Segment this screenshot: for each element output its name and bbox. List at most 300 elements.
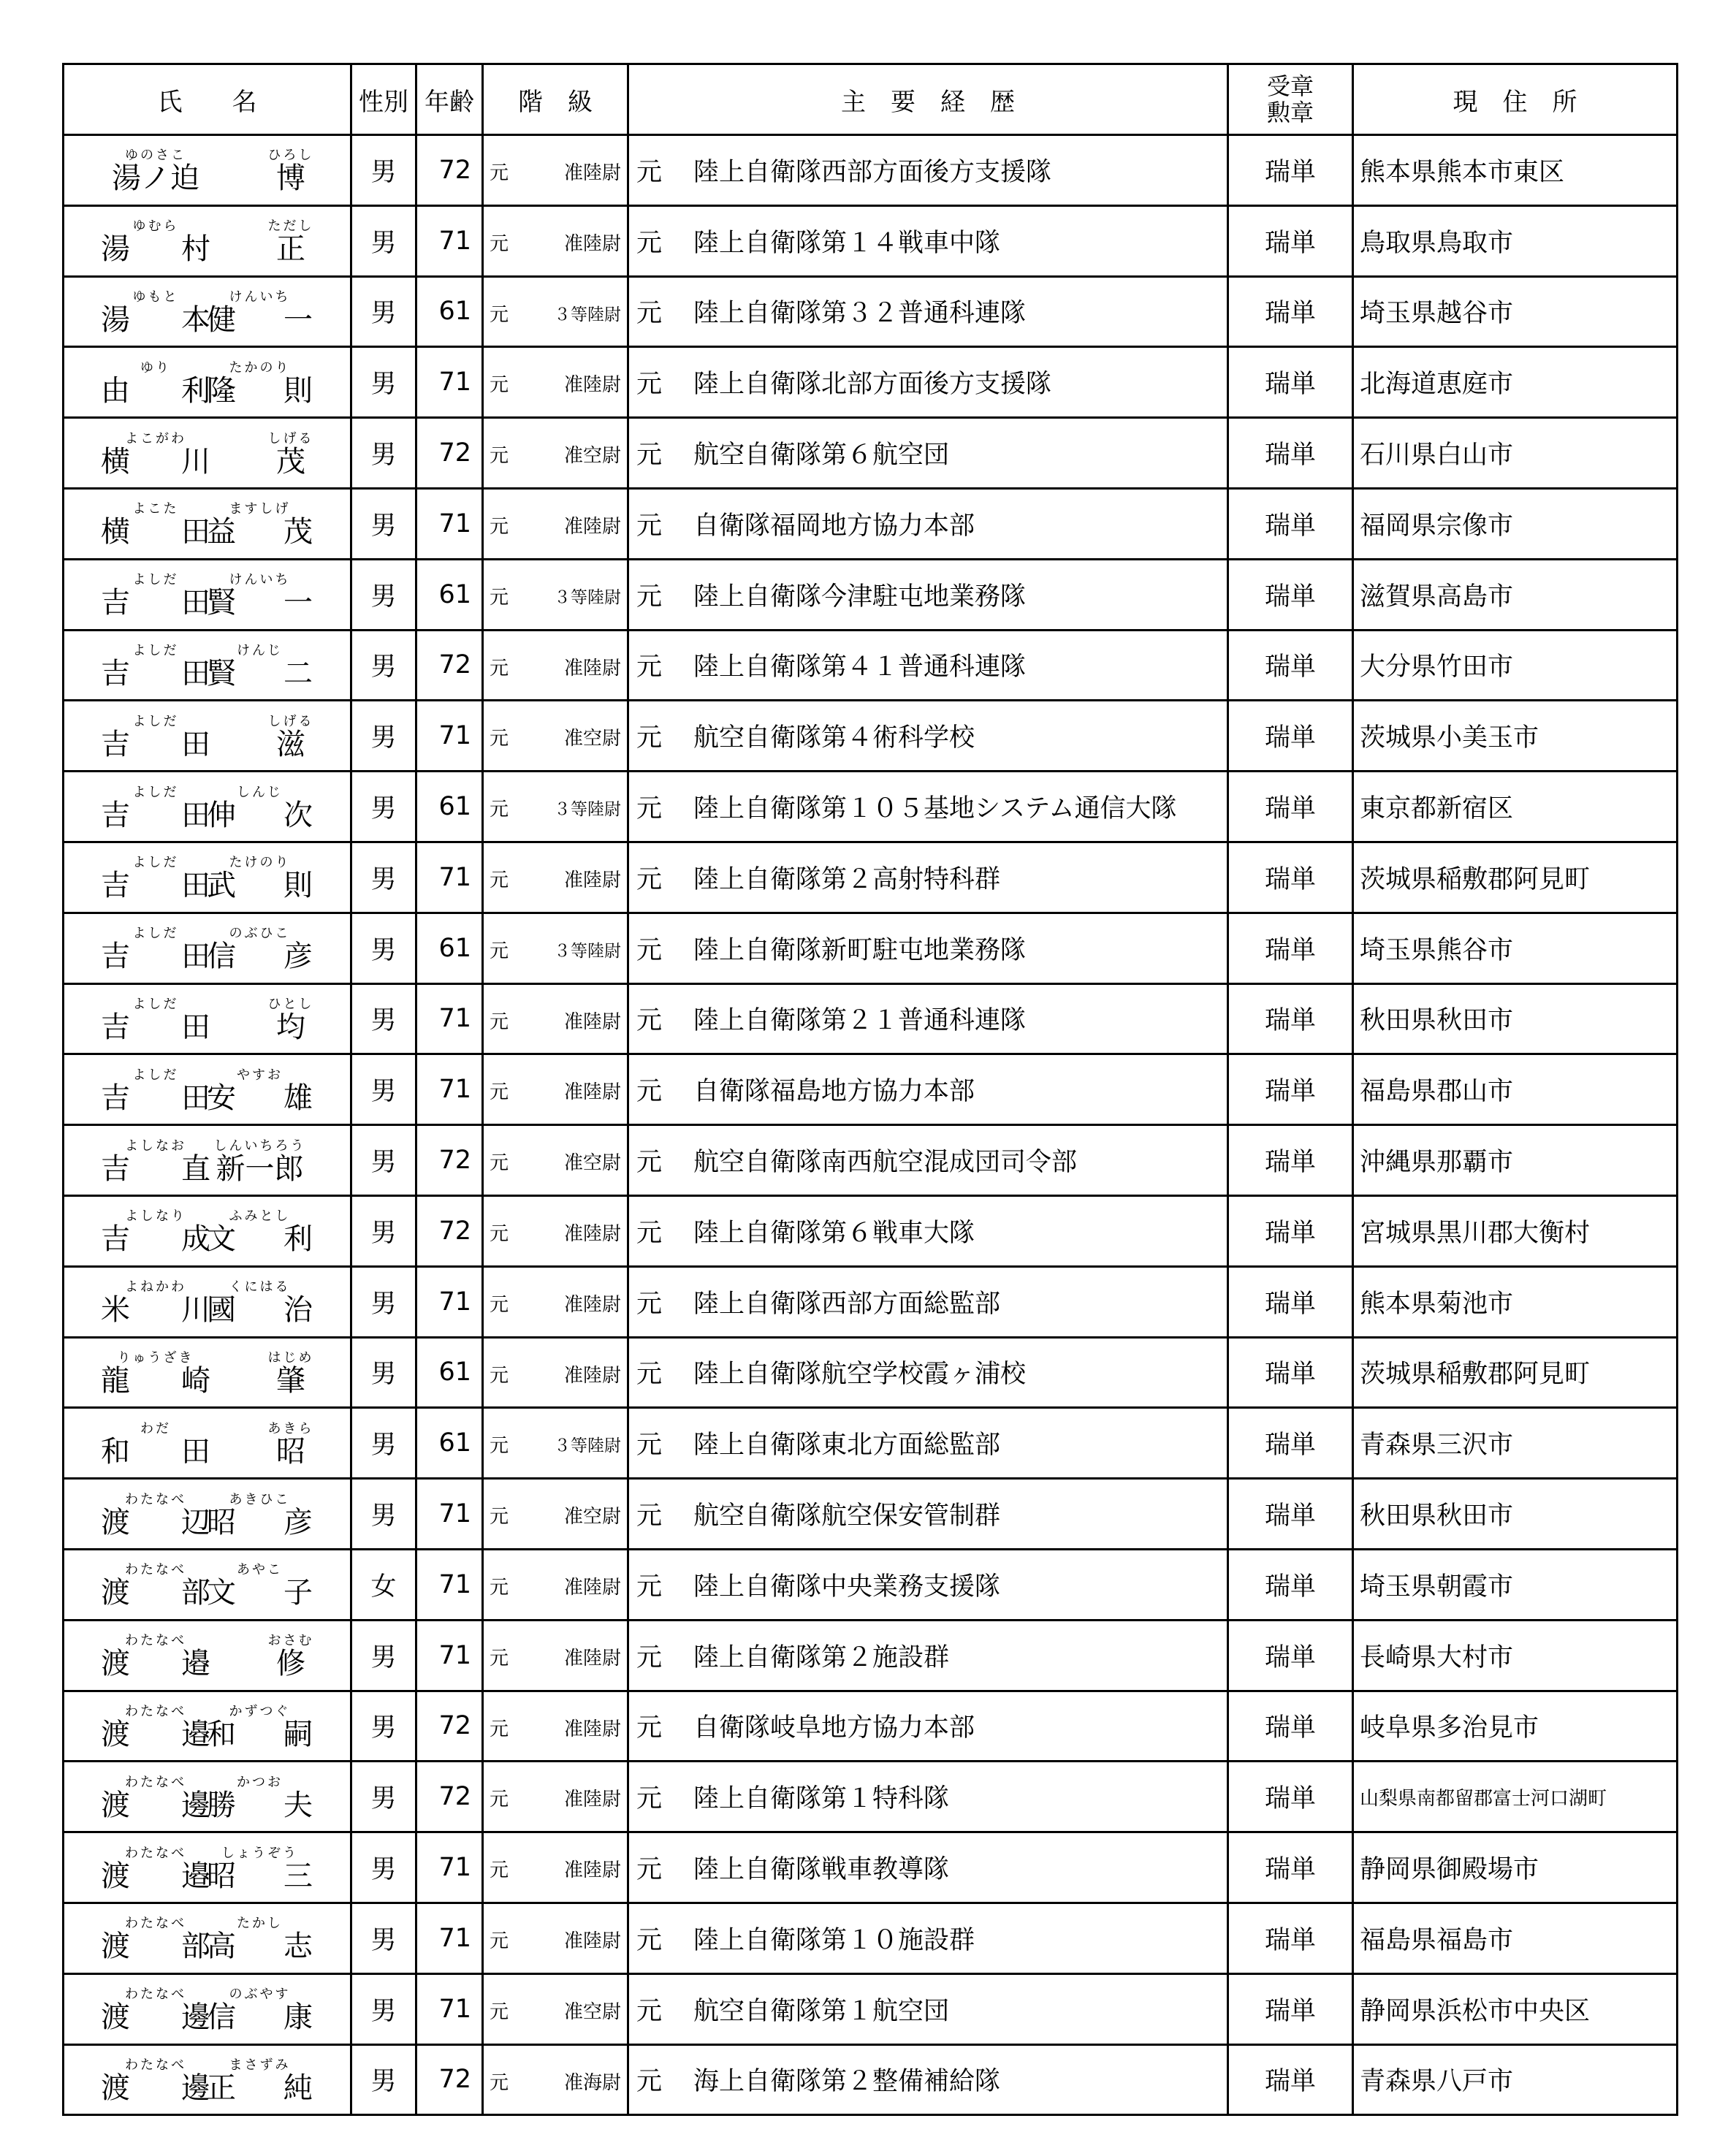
surname-furigana: わたなべ	[125, 1633, 186, 1649]
former-prefix: 元	[490, 515, 509, 538]
age-cell: 71	[416, 842, 483, 913]
given-name	[207, 933, 313, 975]
person-name	[64, 1975, 350, 2043]
age-cell: 72	[416, 630, 483, 701]
name-character: 部	[181, 1930, 210, 1964]
age-cell: 71	[416, 1479, 483, 1550]
surname-furigana: よしだ	[132, 784, 179, 800]
name-cell	[64, 2044, 351, 2115]
career-value: 陸上自衛隊航空学校霞ヶ浦校	[693, 1360, 1027, 1390]
given-name-furigana: おさむ	[267, 1633, 314, 1649]
age-cell: 71	[416, 1620, 483, 1691]
given-name	[207, 1782, 313, 1824]
name-character: 湯	[101, 302, 130, 337]
rank-value: 准陸尉	[563, 1930, 621, 1952]
name-character: 田	[181, 1010, 210, 1044]
career-cell	[628, 1762, 1228, 1832]
name-cell	[64, 1620, 351, 1691]
name-character: 嗣	[283, 1717, 313, 1751]
sex-cell: 男	[351, 1762, 416, 1832]
career-value: 航空自衛隊航空保安管制群	[693, 1501, 1001, 1531]
former-prefix: 元	[636, 511, 663, 541]
sex-cell: 男	[351, 1691, 416, 1762]
former-prefix: 元	[490, 232, 509, 255]
rank-value: 准陸尉	[563, 1010, 621, 1033]
given-name	[207, 1994, 313, 2036]
career-value: 陸上自衛隊西部方面総監部	[693, 1289, 1001, 1319]
former-prefix: 元	[490, 586, 509, 609]
former-prefix: 元	[636, 299, 663, 329]
given-name-furigana: くにはる	[229, 1279, 291, 1295]
name-character: 文	[207, 1222, 236, 1257]
sex-cell: 男	[351, 276, 416, 347]
rank-value: 准陸尉	[563, 1364, 621, 1387]
award-cell: 瑞単	[1228, 1832, 1353, 1903]
former-prefix: 元	[490, 728, 509, 750]
table-row	[64, 1408, 1678, 1479]
surname-furigana: わたなべ	[125, 1703, 186, 1719]
address-cell: 埼玉県朝霞市	[1353, 1549, 1678, 1620]
rank-cell	[483, 630, 628, 701]
given-name	[207, 1853, 313, 1895]
rank-cell	[483, 1479, 628, 1550]
name-cell	[64, 135, 351, 206]
name-character: 邉	[181, 1859, 210, 1893]
age-cell: 71	[416, 1549, 483, 1620]
former-prefix: 元	[636, 441, 663, 471]
name-character: 邊	[181, 2071, 210, 2105]
name-cell	[64, 1195, 351, 1266]
career-value: 陸上自衛隊東北方面総監部	[693, 1431, 1001, 1461]
given-name: 昭	[276, 1434, 305, 1469]
former-prefix: 元	[636, 1077, 663, 1107]
former-prefix: 元	[636, 794, 663, 824]
given-name-block	[207, 490, 313, 557]
given-name: 新一郎	[216, 1151, 304, 1186]
career-cell	[628, 205, 1228, 276]
given-name-furigana: しげる	[267, 430, 314, 446]
career-value: 陸上自衛隊第６戦車大隊	[693, 1218, 975, 1248]
surname-block	[101, 702, 210, 770]
given-name-furigana: あやこ	[237, 1562, 283, 1578]
name-cell	[64, 1337, 351, 1408]
surname-furigana: よしだ	[132, 855, 179, 871]
name-cell	[64, 1691, 351, 1762]
name-character: 渡	[101, 1647, 130, 1681]
person-name	[64, 773, 350, 841]
table-row	[64, 347, 1678, 418]
table-row	[64, 2044, 1678, 2115]
award-cell: 瑞単	[1228, 1054, 1353, 1125]
name-character: 健	[207, 302, 236, 337]
table-row	[64, 1125, 1678, 1196]
former-prefix: 元	[636, 228, 663, 258]
award-cell: 瑞単	[1228, 418, 1353, 489]
surname-furigana: よこがわ	[125, 430, 186, 446]
career-value: 陸上自衛隊第３２普通科連隊	[693, 299, 1027, 329]
award-cell: 瑞単	[1228, 1549, 1353, 1620]
career-cell	[628, 772, 1228, 842]
name-character: 渡	[101, 1930, 130, 1964]
given-name-furigana: しんいちろう	[213, 1138, 306, 1154]
header-age: 年齢	[416, 64, 483, 135]
person-name	[64, 1268, 350, 1336]
surname-furigana: わたなべ	[125, 1774, 186, 1790]
name-cell	[64, 983, 351, 1054]
name-character: 邉	[181, 1647, 210, 1681]
career-cell	[628, 559, 1228, 630]
surname-furigana: ゆもと	[132, 289, 179, 305]
rank-value: 准陸尉	[563, 657, 621, 679]
award-cell: 瑞単	[1228, 1266, 1353, 1337]
age-cell: 71	[416, 1903, 483, 1973]
rank-value: 准陸尉	[563, 374, 621, 397]
name-character: 吉	[101, 1222, 130, 1257]
address-cell: 埼玉県熊谷市	[1353, 913, 1678, 983]
award-cell: 瑞単	[1228, 347, 1353, 418]
name-character: 純	[283, 2071, 313, 2105]
name-cell	[64, 1903, 351, 1973]
surname-furigana: よしだ	[132, 713, 179, 729]
former-prefix: 元	[490, 1718, 509, 1740]
address-cell: 静岡県御殿場市	[1353, 1832, 1678, 1903]
given-name-furigana: ますしげ	[229, 501, 291, 517]
sex-cell: 男	[351, 1195, 416, 1266]
award-cell: 瑞単	[1228, 2044, 1353, 2115]
name-character: 邊	[181, 2000, 210, 2035]
name-character: 賢	[207, 586, 236, 620]
given-name-furigana: たかし	[237, 1916, 283, 1932]
table-row	[64, 1479, 1678, 1550]
given-name-block	[207, 1197, 313, 1265]
rank-value: 准陸尉	[563, 1859, 621, 1882]
surname-furigana: わたなべ	[125, 1845, 186, 1861]
surname-block	[101, 1409, 210, 1477]
given-name-block	[254, 702, 327, 770]
name-character: 賢	[207, 656, 236, 690]
rank-value: 准海尉	[563, 2071, 621, 2094]
rank-value: 准陸尉	[563, 1789, 621, 1811]
surname-block	[101, 1339, 210, 1406]
given-name	[207, 297, 313, 338]
given-name-block	[207, 843, 313, 911]
rank-cell	[483, 701, 628, 772]
name-cell	[64, 1832, 351, 1903]
header-award-line2: 勲章	[1266, 99, 1314, 126]
name-character: 康	[283, 2000, 313, 2035]
name-character: 川	[181, 1293, 210, 1328]
table-row	[64, 630, 1678, 701]
former-prefix: 元	[636, 582, 663, 612]
former-prefix: 元	[636, 723, 663, 753]
given-name-block	[207, 349, 313, 416]
career-value: 陸上自衛隊第２高射特科群	[693, 864, 1001, 894]
rank-cell	[483, 1337, 628, 1408]
name-cell	[64, 701, 351, 772]
career-cell	[628, 1832, 1228, 1903]
surname-furigana: わたなべ	[125, 2057, 186, 2073]
address-cell: 青森県三沢市	[1353, 1408, 1678, 1479]
age-cell: 71	[416, 1973, 483, 2044]
surname-block	[101, 207, 210, 275]
award-cell: 瑞単	[1228, 1691, 1353, 1762]
name-character: 吉	[101, 586, 130, 620]
career-value: 陸上自衛隊新町駐屯地業務隊	[693, 935, 1027, 965]
name-character: 高	[207, 1930, 236, 1964]
given-name-block	[254, 1339, 327, 1406]
given-name	[207, 2065, 313, 2106]
former-prefix: 元	[490, 1010, 509, 1033]
name-character: 本	[181, 302, 210, 337]
sex-cell: 女	[351, 1549, 416, 1620]
former-prefix: 元	[490, 1930, 509, 1952]
given-name-block	[207, 773, 313, 841]
surname	[101, 721, 210, 763]
given-name-furigana: しょうぞう	[221, 1845, 298, 1861]
address-cell: 鳥取県鳥取市	[1353, 205, 1678, 276]
former-prefix: 元	[636, 1855, 663, 1885]
person-name	[64, 419, 350, 487]
given-name-furigana: たかのり	[229, 359, 291, 376]
surname-furigana: わたなべ	[125, 1562, 186, 1578]
career-value: 陸上自衛隊第２施設群	[693, 1642, 950, 1672]
address-cell: 東京都新宿区	[1353, 772, 1678, 842]
table-row	[64, 488, 1678, 559]
name-character: 渡	[101, 2000, 130, 2035]
given-name-furigana: しげる	[267, 713, 314, 729]
former-prefix: 元	[636, 1431, 663, 1461]
given-name-block	[207, 1834, 313, 1902]
surname-furigana: ゆり	[140, 359, 171, 376]
given-name-block	[207, 631, 313, 699]
name-cell	[64, 772, 351, 842]
rank-value: 准陸尉	[563, 515, 621, 538]
address-cell: 福岡県宗像市	[1353, 488, 1678, 559]
name-character: 吉	[101, 1151, 130, 1186]
given-name	[207, 1569, 313, 1611]
former-prefix: 元	[636, 1501, 663, 1531]
given-name-block	[207, 1763, 313, 1831]
name-character: 國	[207, 1293, 236, 1328]
rank-cell	[483, 418, 628, 489]
former-prefix: 元	[636, 1572, 663, 1602]
name-character: 田	[181, 940, 210, 974]
award-cell: 瑞単	[1228, 1125, 1353, 1196]
award-cell: 瑞単	[1228, 983, 1353, 1054]
name-character: 茂	[283, 515, 313, 549]
given-name-furigana: あきら	[267, 1420, 314, 1436]
surname-block	[101, 985, 210, 1053]
person-name	[64, 1904, 350, 1972]
person-name	[64, 490, 350, 557]
table-row	[64, 1691, 1678, 1762]
name-cell	[64, 488, 351, 559]
name-cell	[64, 1266, 351, 1337]
address-cell: 石川県白山市	[1353, 418, 1678, 489]
name-cell	[64, 559, 351, 630]
given-name	[207, 579, 313, 621]
surname	[101, 1640, 210, 1682]
given-name-block	[207, 1550, 313, 1618]
surname	[101, 1358, 210, 1399]
award-cell: 瑞単	[1228, 1408, 1353, 1479]
former-prefix: 元	[636, 1925, 663, 1955]
sex-cell: 男	[351, 1337, 416, 1408]
given-name: 正	[276, 232, 305, 267]
name-character: 安	[207, 1081, 236, 1115]
person-name	[64, 1621, 350, 1689]
age-cell: 61	[416, 559, 483, 630]
name-character: 渡	[101, 1576, 130, 1610]
career-value: 陸上自衛隊西部方面後方支援隊	[693, 157, 1052, 187]
name-character: 和	[207, 1717, 236, 1751]
given-name-furigana: ふみとし	[229, 1208, 291, 1225]
former-prefix: 元	[636, 652, 663, 682]
rank-cell	[483, 913, 628, 983]
rank-value: ３等陸尉	[554, 587, 621, 607]
rank-cell	[483, 983, 628, 1054]
award-cell: 瑞単	[1228, 772, 1353, 842]
name-character: 夫	[283, 1788, 313, 1822]
name-cell	[64, 1054, 351, 1125]
surname-furigana: よしなり	[125, 1208, 186, 1225]
given-name-furigana: たけのり	[229, 855, 291, 871]
former-prefix: 元	[490, 1506, 509, 1528]
age-cell: 71	[416, 1054, 483, 1125]
surname	[101, 1428, 210, 1470]
career-cell	[628, 842, 1228, 913]
career-cell	[628, 276, 1228, 347]
sex-cell: 男	[351, 1620, 416, 1691]
name-cell	[64, 1973, 351, 2044]
name-character: 次	[283, 798, 313, 832]
sex-cell: 男	[351, 2044, 416, 2115]
career-cell	[628, 2044, 1228, 2115]
rank-cell	[483, 205, 628, 276]
name-character: 治	[283, 1293, 313, 1328]
name-character: 彦	[283, 940, 313, 974]
age-cell: 72	[416, 1195, 483, 1266]
award-cell: 瑞単	[1228, 1762, 1353, 1832]
rank-cell	[483, 276, 628, 347]
name-character: 隆	[207, 373, 236, 408]
rank-cell	[483, 1762, 628, 1832]
given-name: 茂	[276, 444, 305, 479]
sex-cell: 男	[351, 418, 416, 489]
person-name	[64, 1834, 350, 1902]
sex-cell: 男	[351, 135, 416, 206]
former-prefix: 元	[490, 1647, 509, 1669]
career-cell	[628, 135, 1228, 206]
sex-cell: 男	[351, 772, 416, 842]
career-cell	[628, 1195, 1228, 1266]
name-character: 益	[207, 515, 236, 549]
table-header-row	[64, 64, 1678, 135]
career-cell	[628, 418, 1228, 489]
former-prefix: 元	[490, 1293, 509, 1316]
name-character: 渡	[101, 1859, 130, 1893]
name-character: 渡	[101, 1788, 130, 1822]
award-cell: 瑞単	[1228, 205, 1353, 276]
former-prefix: 元	[636, 157, 663, 187]
address-cell: 茨城県稲敷郡阿見町	[1353, 842, 1678, 913]
surname-furigana: ゆのさこ	[125, 148, 186, 164]
surname-furigana: よしだ	[132, 1067, 179, 1083]
age-cell: 71	[416, 205, 483, 276]
given-name	[207, 862, 313, 904]
name-character: 彦	[283, 1505, 313, 1539]
career-cell	[628, 347, 1228, 418]
former-prefix: 元	[490, 1081, 509, 1104]
address-cell: 茨城県稲敷郡阿見町	[1353, 1337, 1678, 1408]
sex-cell: 男	[351, 347, 416, 418]
person-name	[64, 1763, 350, 1831]
given-name-furigana: ひろし	[267, 148, 314, 164]
career-value: 自衛隊岐阜地方協力本部	[693, 1713, 975, 1743]
address-cell: 岐阜県多治見市	[1353, 1691, 1678, 1762]
name-character: 吉	[101, 727, 130, 761]
rank-value: 准空尉	[563, 2000, 621, 2023]
age-cell: 72	[416, 1762, 483, 1832]
name-character: 志	[283, 1930, 313, 1964]
given-name-furigana: やすお	[237, 1067, 283, 1083]
address-cell: 福島県福島市	[1353, 1903, 1678, 1973]
sex-cell: 男	[351, 205, 416, 276]
surname-furigana: りゅうざき	[117, 1349, 194, 1366]
age-cell: 72	[416, 1125, 483, 1196]
table-row	[64, 1620, 1678, 1691]
former-prefix: 元	[490, 799, 509, 821]
name-character: 信	[207, 940, 236, 974]
table-row	[64, 1337, 1678, 1408]
age-cell: 72	[416, 2044, 483, 2115]
sex-cell: 男	[351, 1903, 416, 1973]
former-prefix: 元	[636, 935, 663, 965]
former-prefix: 元	[636, 1642, 663, 1672]
rank-cell	[483, 1408, 628, 1479]
name-character: 吉	[101, 656, 130, 690]
career-cell	[628, 1691, 1228, 1762]
name-character: 吉	[101, 940, 130, 974]
name-character: 一	[283, 586, 313, 620]
surname-furigana: わたなべ	[125, 1491, 186, 1507]
sex-cell: 男	[351, 913, 416, 983]
name-cell	[64, 418, 351, 489]
name-cell	[64, 347, 351, 418]
name-character: 一	[283, 302, 313, 337]
rank-value: 准陸尉	[563, 1293, 621, 1316]
career-value: 陸上自衛隊第１４戦車中隊	[693, 228, 1001, 258]
rank-value: 准陸尉	[563, 1576, 621, 1599]
age-cell: 61	[416, 772, 483, 842]
former-prefix: 元	[490, 657, 509, 679]
rank-value: ３等陸尉	[554, 941, 621, 961]
table-row	[64, 1549, 1678, 1620]
name-cell	[64, 1125, 351, 1196]
name-cell	[64, 276, 351, 347]
rank-cell	[483, 1620, 628, 1691]
award-cell: 瑞単	[1228, 630, 1353, 701]
name-character: 横	[101, 444, 130, 479]
table-row	[64, 1903, 1678, 1973]
former-prefix: 元	[490, 1222, 509, 1245]
table-row	[64, 913, 1678, 983]
person-name	[64, 2046, 350, 2114]
name-character: 吉	[101, 1010, 130, 1044]
former-prefix: 元	[636, 1784, 663, 1814]
award-cell: 瑞単	[1228, 1195, 1353, 1266]
former-prefix: 元	[490, 374, 509, 397]
